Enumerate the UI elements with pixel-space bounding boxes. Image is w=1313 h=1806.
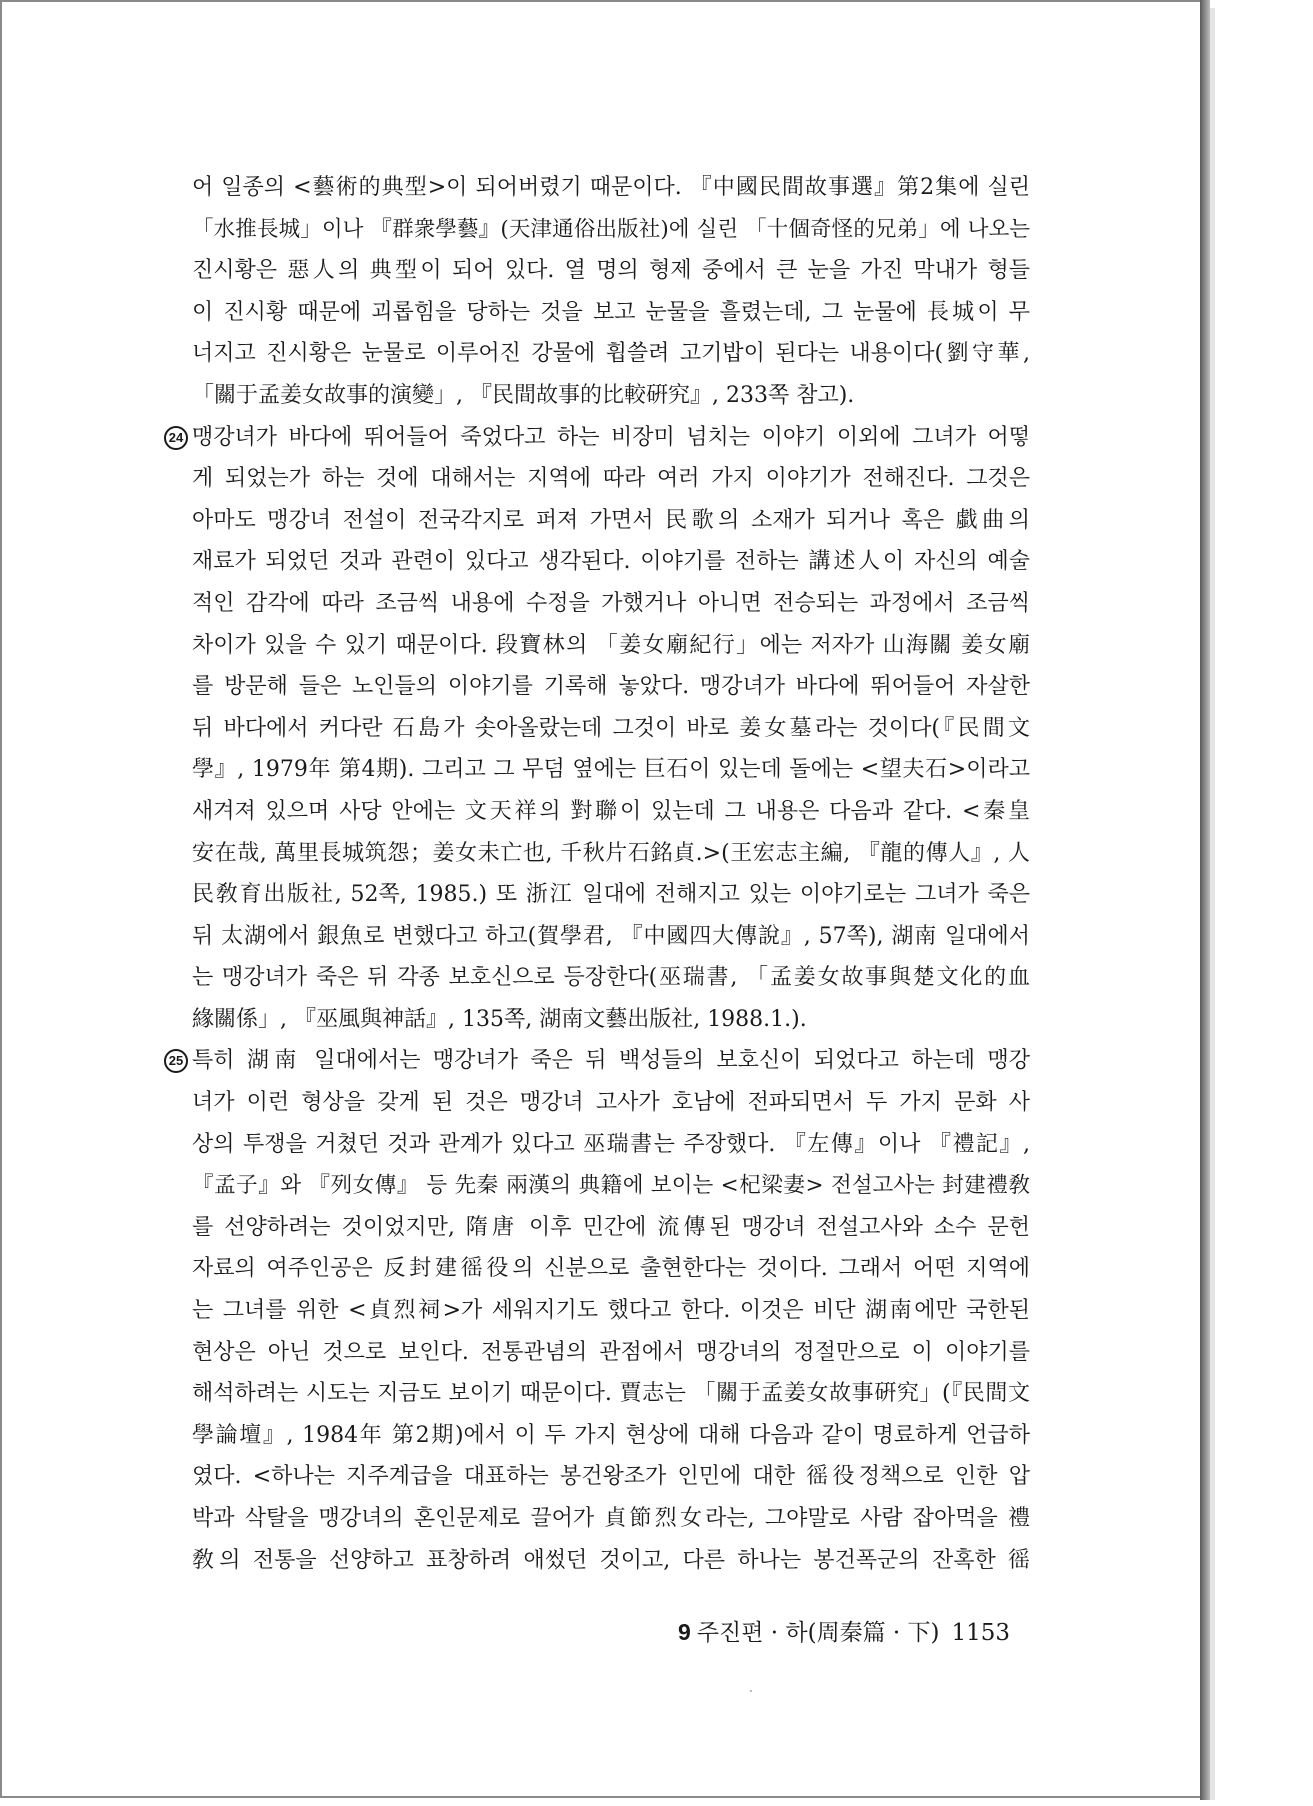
text-line: 는 그녀를 위한 <貞烈祠>가 세워지기도 했다고 한다. 이것은 비단 湖南에만 국한된 [192, 1298, 1030, 1324]
text-line: 「關于孟姜女故事的演變」, 『民間故事的比較硏究』, 233쪽 참고). [192, 382, 855, 408]
text-line: 어 일종의 <藝術的典型>이 되어버렸기 때문이다. 『中國民間故事選』第2集에 실린 [192, 175, 1030, 200]
text-line: 현상은 아닌 것으로 보인다. 전통관념의 관점에서 맹강녀의 정절만으로 이 이야기를 [192, 1339, 1030, 1365]
text-line: 재료가 되었던 것과 관련이 있다고 생각된다. 이야기를 전하는 講述人이 자신의 예술 [192, 549, 1030, 575]
footnote-25 [168, 1040, 1030, 1581]
text-line: 박과 삭탈을 맹강녀의 혼인문제로 끌어가 貞節烈女라는, 그야말로 사람 잡아먹을 禮 [192, 1506, 1030, 1531]
chapter-title: 주진편 · 하(周秦篇 · 下) [696, 1620, 940, 1646]
text-line: 이 진시황 때문에 괴롭힘을 당하는 것을 보고 눈물을 흘렸는데, 그 눈물에 長城이 무 [192, 299, 1030, 325]
text-line: 상의 투쟁을 거쳤던 것과 관계가 있다고 巫瑞書는 주장했다. 『左傳』이나 『禮記』, [192, 1131, 1030, 1157]
text-line: 해석하려는 시도는 지금도 보이기 때문이다. 賈志는 「關于孟姜女故事硏究」(『民間文 [192, 1381, 1030, 1407]
chapter-number: 9 [678, 1619, 691, 1645]
footnote-24 [168, 417, 1030, 1041]
page-edge-shadow [1200, 0, 1210, 1800]
text-line: 아마도 맹강녀 전설이 전국각지로 퍼져 가면서 民歌의 소재가 되거나 혹은 戱曲의 [192, 507, 1030, 533]
text-line: 는 맹강녀가 죽은 뒤 각종 보호신으로 등장한다(巫瑞書, 「孟姜女故事與楚文化的血 [192, 965, 1030, 991]
text-line: 게 되었는가 하는 것에 대해서는 지역에 따라 여러 가지 이야기가 전해진다. 그것은 [192, 466, 1030, 492]
text-line: 너지고 진시황은 눈물로 이루어진 강물에 휩쓸려 고기밥이 된다는 내용이다(劉守華, [192, 341, 1030, 367]
note-number-badge: 24 [164, 426, 188, 450]
text-line: 安在哉, 萬里長城筑怨；姜女未亡也, 千秋片石銘貞.>(王宏志主編, 『龍的傳人』, 人 [192, 840, 1030, 866]
text-line: 『孟子』와 『列女傳』 등 先秦 兩漢의 典籍에 보이는 <杞梁妻> 전설고사는 封建禮敎 [192, 1173, 1030, 1199]
text-line: 녀가 이런 형상을 갖게 된 것은 맹강녀 고사가 호남에 전파되면서 두 가지 문화 사 [192, 1090, 1030, 1116]
text-line: 學論壇』, 1984年 第2期)에서 이 두 가지 현상에 대해 다음과 같이 명료하게 언급하 [192, 1422, 1030, 1448]
text-line: 民敎育出版社, 52쪽, 1985.) 또 浙江 일대에 전해지고 있는 이야기로는 그녀가 죽은 [192, 882, 1030, 908]
text-line: 緣關係」, 『巫風與神話』, 135쪽, 湖南文藝出版社, 1988.1.). [192, 1006, 807, 1032]
scan-speck [750, 1690, 752, 1692]
text-line: 를 선양하려는 것이었지만, 隋唐 이후 민간에 流傳된 맹강녀 전설고사와 소수 문헌 [192, 1214, 1030, 1240]
continued-paragraph [192, 167, 1030, 417]
note-number-badge: 25 [164, 1049, 188, 1073]
text-line: 를 방문해 들은 노인들의 이야기를 기록해 놓았다. 맹강녀가 바다에 뛰어들어 자살한 [192, 674, 1030, 700]
text-line: 맹강녀가 바다에 뛰어들어 죽었다고 하는 비장미 넘치는 이야기 이외에 그녀가 어떻 [192, 424, 1030, 450]
page-number: 1153 [951, 1620, 1011, 1646]
text-line: 새겨져 있으며 사당 안에는 文天祥의 對聯이 있는데 그 내용은 다음과 같다. <秦皇 [192, 798, 1030, 824]
text-line: 진시황은 惡人의 典型이 되어 있다. 열 명의 형제 중에서 큰 눈을 가진 막내가 형들 [192, 258, 1030, 284]
page-body [168, 167, 1030, 1581]
text-line: 「水推長城」이나 『群衆學藝』(天津通俗出版社)에 실린 「十個奇怪的兄弟」에 나오는 [192, 216, 1030, 242]
text-line: 敎의 전통을 선양하고 표창하려 애썼던 것이고, 다른 하나는 봉건폭군의 잔혹한 徭 [192, 1547, 1030, 1573]
text-line: 뒤 바다에서 커다란 石島가 솟아올랐는데 그것이 바로 姜女墓라는 것이다(『民間文 [192, 715, 1030, 741]
running-footer [678, 1614, 1010, 1647]
text-line: 적인 감각에 따라 조금씩 내용에 수정을 가했거나 아니면 전승되는 과정에서 조금씩 [192, 590, 1030, 616]
page-edge-underlay [1210, 8, 1215, 1800]
text-line: 자료의 여주인공은 反封建徭役의 신분으로 출현한다는 것이다. 그래서 어떤 지역에 [192, 1256, 1030, 1282]
text-line: 뒤 太湖에서 銀魚로 변했다고 하고(賀學君, 『中國四大傳說』, 57쪽), 湖南 일대에서 [192, 923, 1030, 949]
text-line: 차이가 있을 수 있기 때문이다. 段寶林의 「姜女廟紀行」에는 저자가 山海關 姜女廟 [192, 632, 1030, 658]
text-line: 學』, 1979年 第4期). 그리고 그 무덤 옆에는 巨石이 있는데 돌에는 <望夫石>이라고 [192, 757, 1030, 783]
text-line: 특히 湖南 일대에서는 맹강녀가 죽은 뒤 백성들의 보호신이 되었다고 하는데 맹강 [192, 1048, 1030, 1074]
text-line: 였다. <하나는 지주계급을 대표하는 봉건왕조가 인민에 대한 徭役정책으로 인한 압 [192, 1464, 1030, 1490]
